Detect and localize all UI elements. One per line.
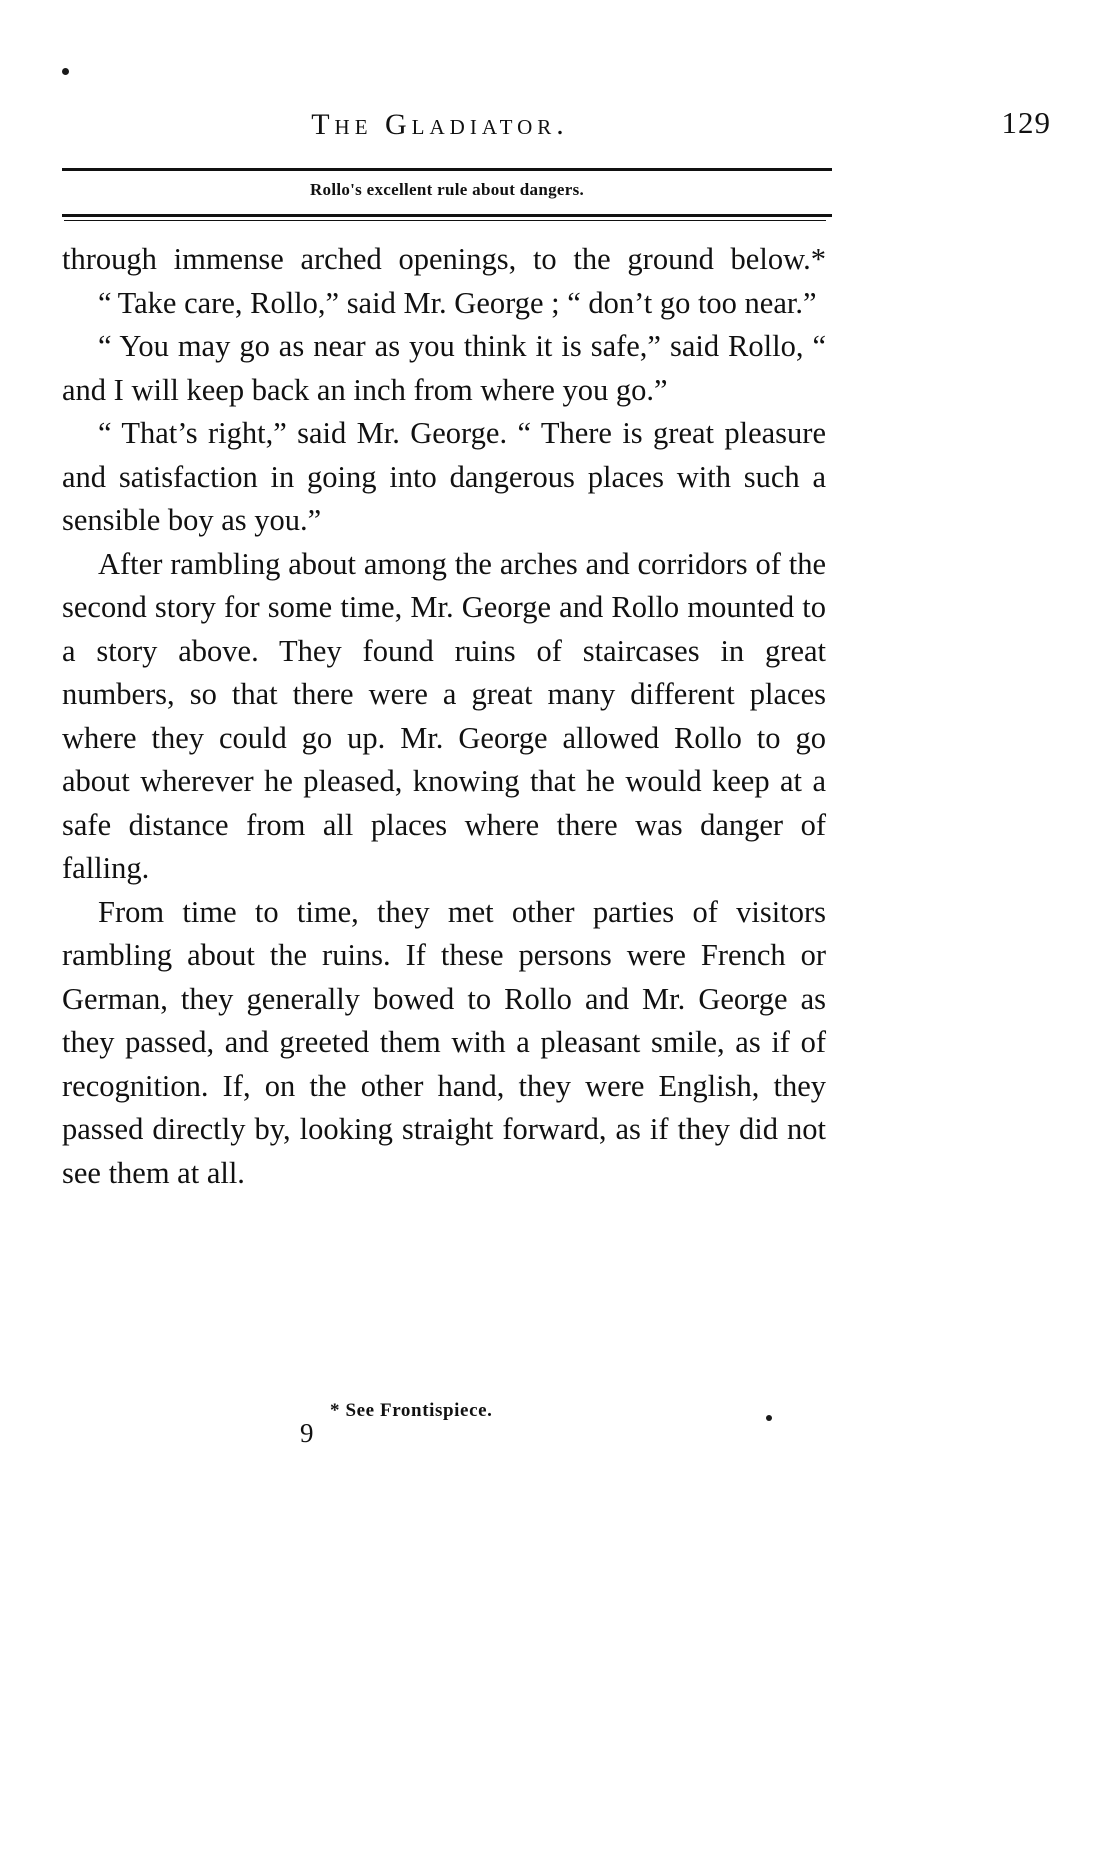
header-rule-top bbox=[62, 168, 832, 171]
page-number: 129 bbox=[1001, 105, 1051, 140]
paragraph: From time to time, they met other parties of visitors rambling about the ruins. If these persons were French or German, they generally bowed to Rollo and Mr. George as they passed, and greeted them with a pleasant smile, as if of recognition. If, on the other hand, they were English, they passed directly by, looking straight forward, as if they did not see them at all. bbox=[62, 894, 826, 1190]
ink-speck-icon bbox=[62, 68, 69, 75]
paragraph: “ You may go as near as you think it is safe,” said Rollo, “ and I will keep back an inch from where you go.” bbox=[62, 329, 826, 407]
header-rule-bottom bbox=[62, 214, 832, 217]
footnote: * See Frontispiece. bbox=[330, 1400, 493, 1421]
header-rule-bottom-thin bbox=[64, 220, 826, 221]
running-head-title: The Gladiator. bbox=[311, 108, 569, 141]
page-subhead: Rollo's excellent rule about dangers. bbox=[309, 180, 585, 199]
running-head bbox=[60, 108, 820, 142]
paragraph: After rambling about among the arches and corridors of the second story for some time, Mr. George and Rollo mounted to a story above. They found ruins of staircases in great numbers, so that there were a great many different places where they could go up. Mr. George allowed Rollo to go about wherever he pleased, knowing that he would keep at a safe distance from all places where there was danger of falling. bbox=[62, 546, 826, 885]
paragraph: through immense arched openings, to the ground below.* bbox=[62, 242, 826, 276]
paragraph: “ Take care, Rollo,” said Mr. George ; “ don’t go too near.” bbox=[98, 285, 817, 320]
paragraph: “ That’s right,” said Mr. George. “ There is great pleasure and satisfaction in going into dangerous places with such a sensible boy as you.” bbox=[62, 416, 826, 537]
signature-mark: 9 bbox=[300, 1418, 314, 1448]
body-text bbox=[62, 238, 826, 1195]
ink-speck-icon bbox=[766, 1415, 772, 1421]
